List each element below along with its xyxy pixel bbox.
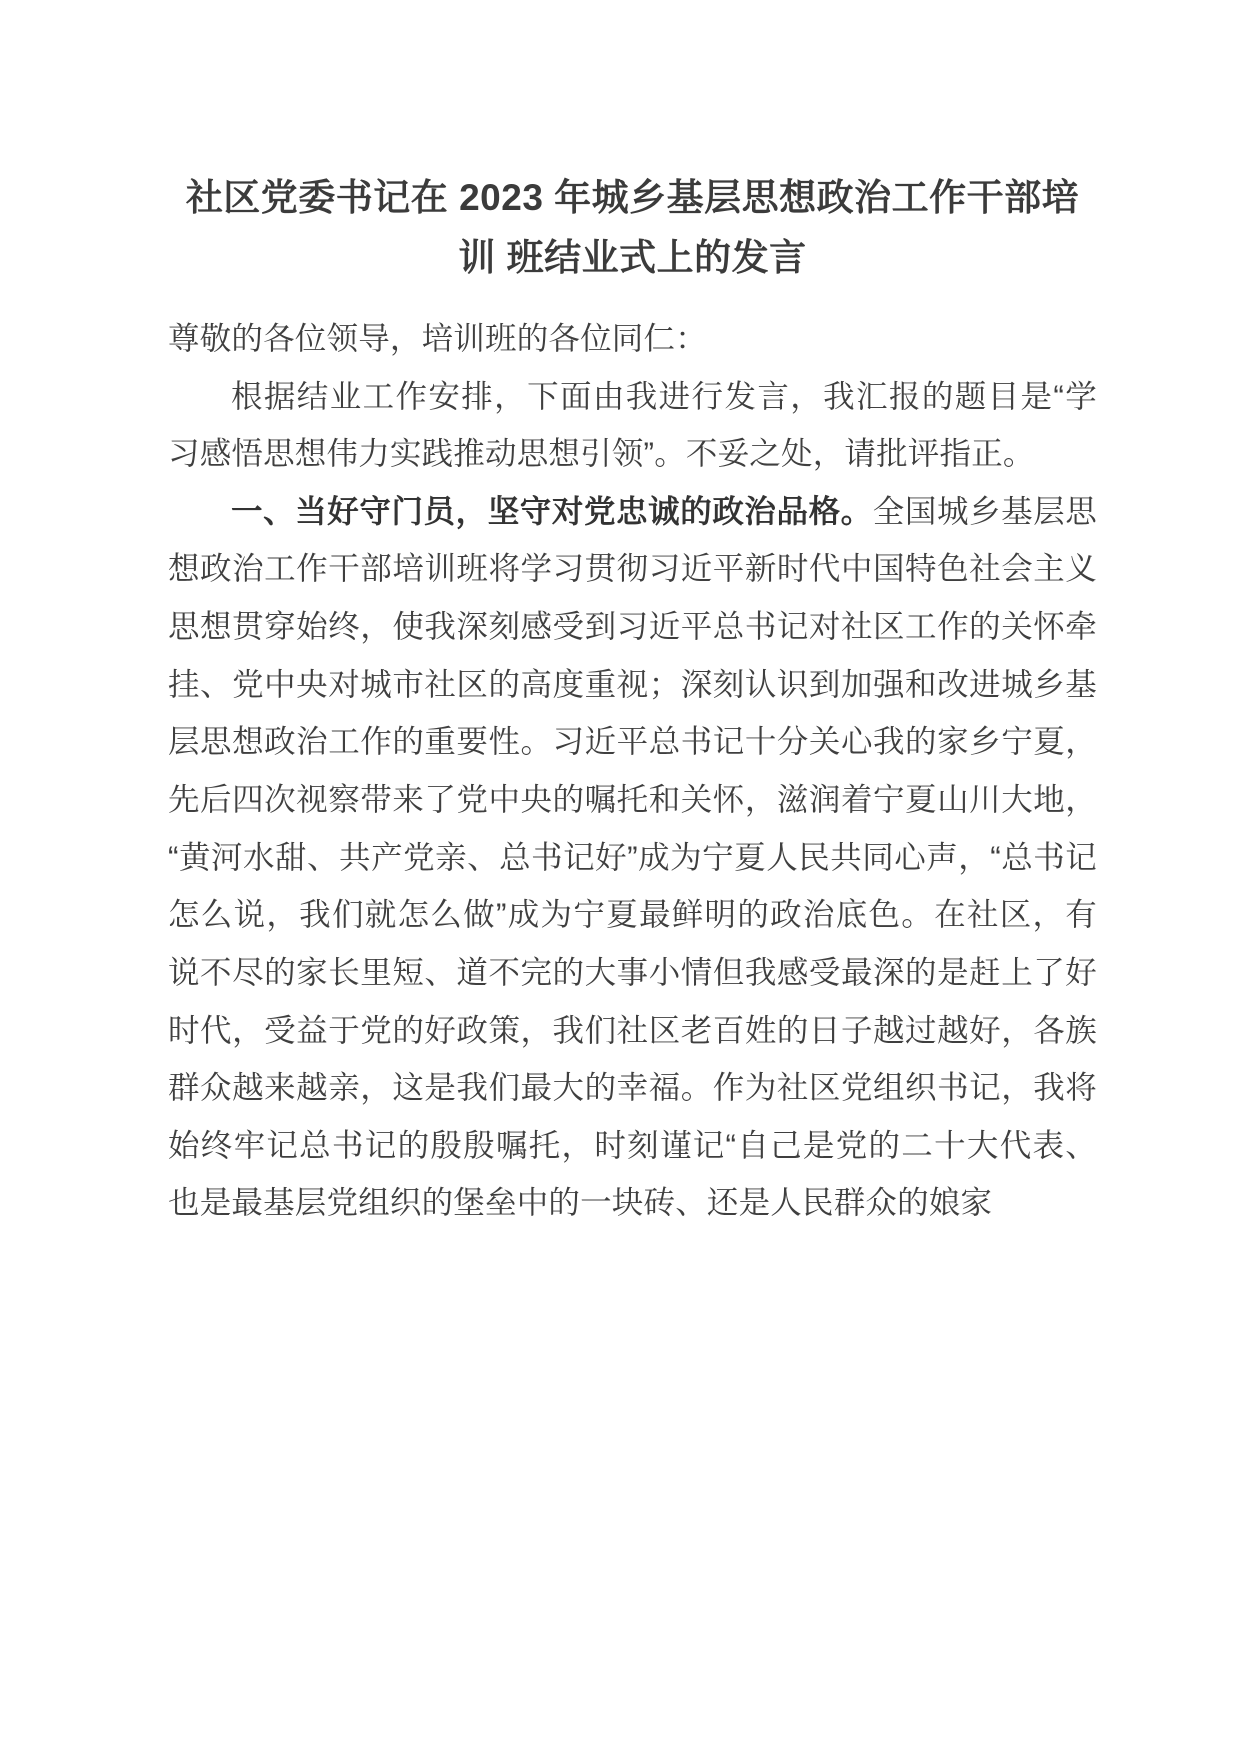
section-heading-1: 一、当好守门员，坚守对党忠诚的政治品格。 <box>231 492 873 529</box>
salutation: 尊敬的各位领导，培训班的各位同仁： <box>168 319 707 356</box>
page-title-line-1: 社区党委书记在 2023 年城乡基层思想政治工作干部培训 <box>185 177 1080 278</box>
intro-paragraph: 根据结业工作安排，下面由我进行发言，我汇报的题目是“学习感悟思想伟力实践推动思想引领”。不妥之处，请批评指正。 <box>168 377 1097 472</box>
section-body-1: 全国城乡基层思想政治工作干部培训班将学习贯彻习近平新时代中国特色社会主义思想贯穿始终，使我深刻感受到习近平总书记对社区工作的关怀牵挂、党中央对城市社区的高度重视；深刻认识到加强和改进城乡基层思想政治工作的重要性。习近平总书记十分关心我的家乡宁夏，先后四次视察带来了党中央的嘱托和关怀，滋润着宁夏山川大地，“黄河水甜、共产党亲、总书记好”成为宁夏人民共同心声，“总书记怎么说，我们就怎么做”成为宁夏最鲜明的政治底色。在社区，有说不尽的家长里短、道不完的大事小情但我感受最深的是赶上了好时代，受益于党的好政策，我们社区老百姓的日子越过越好，各族群众越来越亲，这是我们最大的幸福。作为社区党组织书记，我将始终牢记总书记的殷殷嘱托，时刻谨记“自己是党的二十大代表、也是最基层党组织的堡垒中的一块砖、还是人民群众的娘家 <box>168 492 1097 1221</box>
section-paragraph-1 <box>168 483 1097 1232</box>
page-title-line-2: 班结业式上的发言 <box>506 236 807 278</box>
page-title <box>168 168 1097 288</box>
document-body <box>168 310 1097 1232</box>
